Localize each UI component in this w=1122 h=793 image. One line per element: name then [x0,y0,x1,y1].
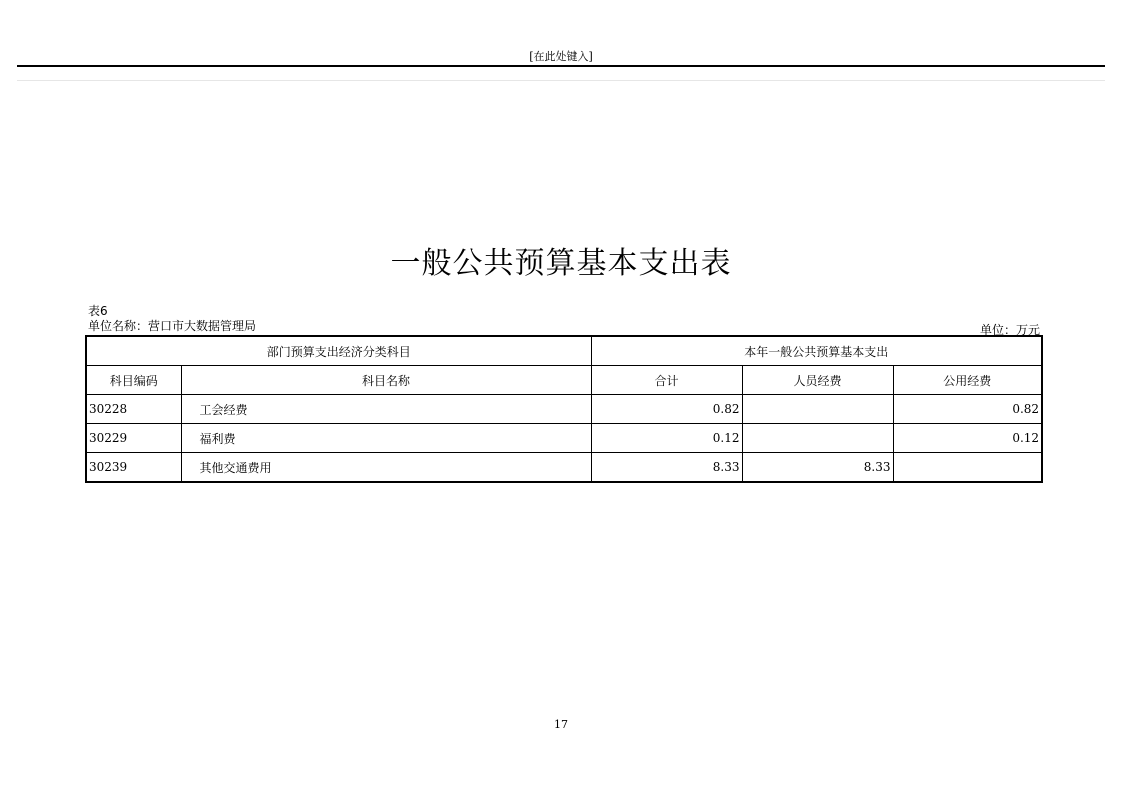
row-name: 工会经费 [181,395,591,424]
row-name: 福利费 [181,424,591,453]
unit-label: 单位：万元 [979,323,1040,337]
column-header-row [86,366,1042,395]
column-header-name: 科目名称 [181,366,591,395]
table-row [86,453,1042,483]
row-code: 30229 [86,424,181,453]
row-public [893,453,1042,483]
group-header-right: 本年一般公共预算基本支出 [591,336,1042,366]
row-personnel: 8.33 [742,453,893,483]
column-header-code: 科目编码 [86,366,181,395]
unit-name: 单位名称：营口市大数据管理局 [88,319,257,333]
column-header-personnel: 人员经费 [742,366,893,395]
row-code: 30239 [86,453,181,483]
row-total: 0.82 [591,395,742,424]
table-row [86,424,1042,453]
row-public: 0.82 [893,395,1042,424]
row-public: 0.12 [893,424,1042,453]
row-personnel [742,395,893,424]
header-sub-rule [17,80,1105,81]
column-header-public: 公用经费 [893,366,1042,395]
row-total: 0.12 [591,424,742,453]
document-title: 一般公共预算基本支出表 [390,246,732,281]
group-header-row [86,336,1042,366]
column-header-total: 合计 [591,366,742,395]
row-name: 其他交通费用 [181,453,591,483]
group-header-left: 部门预算支出经济分类科目 [86,336,591,366]
header-rule [17,65,1105,67]
table-number: 表6 [88,304,108,318]
row-total: 8.33 [591,453,742,483]
page-number: 17 [554,718,568,731]
row-personnel [742,424,893,453]
page-header: [在此处键入] [529,50,593,63]
budget-table [85,335,1043,483]
row-code: 30228 [86,395,181,424]
table-row [86,395,1042,424]
